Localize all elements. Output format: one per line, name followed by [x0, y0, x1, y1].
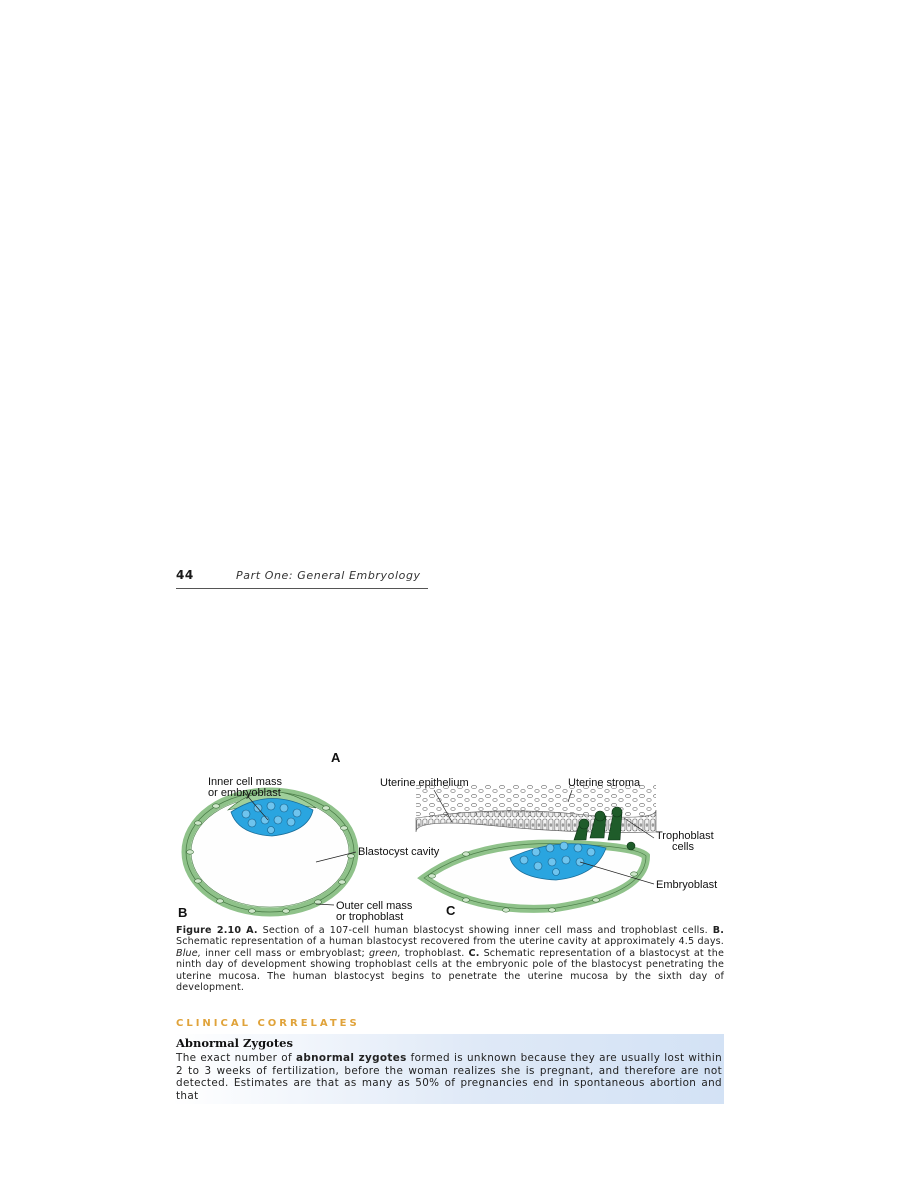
clinical-body-bold: abnormal zygotes [295, 1052, 407, 1064]
label-uterine-stroma: Uterine stroma [568, 777, 641, 789]
clinical-body-after: formed is unknown because they are usually lost within 2 to 3 weeks of fertilization, before the woman realizes she is pregnant, and therefore are not detected. Estimates are that as many as 50% of pregnancies end in spontaneous abortion and that [176, 1052, 723, 1102]
panel-a-label: A [331, 750, 341, 765]
caption-a-label: A. [246, 925, 258, 936]
caption-blue-word: Blue, [176, 947, 202, 959]
label-inner-cell-mass-1: Inner cell mass [208, 776, 282, 788]
clinical-body-before: The exact number of [176, 1052, 292, 1064]
figure-2-10 [176, 748, 726, 922]
part-title: Part One: General Embryology [236, 569, 421, 582]
caption-c-label: C. [468, 947, 480, 959]
label-blastocyst-cavity: Blastocyst cavity [358, 846, 440, 858]
label-outer-cell-mass-2: or trophoblast [336, 911, 404, 923]
caption-green-text: trophoblast. [404, 947, 465, 959]
label-embryoblast: Embryoblast [656, 879, 718, 891]
caption-figure-label: Figure 2.10 [176, 925, 242, 936]
clinical-title: Abnormal Zygotes [176, 1036, 293, 1050]
panel-b-blastocyst [186, 791, 355, 913]
label-inner-cell-mass-2: or embryoblast [208, 787, 281, 799]
caption-c-text: Schematic representation of a blastocyst at the ninth day of development showing trophoblast cells at the embryonic pole of the blastocyst penetrating the uterine mucosa. The human blastocyst begins to penetrate the uterine mucosa by the sixth day of development. [176, 947, 724, 994]
caption-green-word: green, [368, 947, 401, 959]
panel-c-label: C [446, 903, 456, 918]
label-trophoblast-cells-2: cells [672, 841, 695, 853]
page-number: 44 [176, 568, 194, 582]
panel-b-label: B [178, 905, 188, 920]
clinical-correlates-box [172, 1034, 724, 1104]
clinical-correlates-heading: CLINICAL CORRELATES [176, 1018, 360, 1029]
blastocyst-illustration [176, 748, 726, 922]
caption-b-text: Schematic representation of a human blastocyst recovered from the uterine cavity at approximately 4.5 days. [176, 936, 724, 948]
panel-c-implantation [416, 784, 656, 912]
label-outer-cell-mass-1: Outer cell mass [336, 900, 413, 912]
running-head [176, 568, 428, 589]
label-uterine-epithelium: Uterine epithelium [380, 777, 469, 789]
clinical-body [176, 1052, 722, 1102]
caption-a-text: Section of a 107-cell human blastocyst showing inner cell mass and trophoblast cells. [262, 925, 708, 936]
label-trophoblast-cells-1: Trophoblast [656, 830, 714, 842]
figure-caption [176, 925, 724, 993]
caption-b-label: B. [712, 925, 725, 936]
caption-blue-text: inner cell mass or embryoblast; [205, 947, 365, 959]
